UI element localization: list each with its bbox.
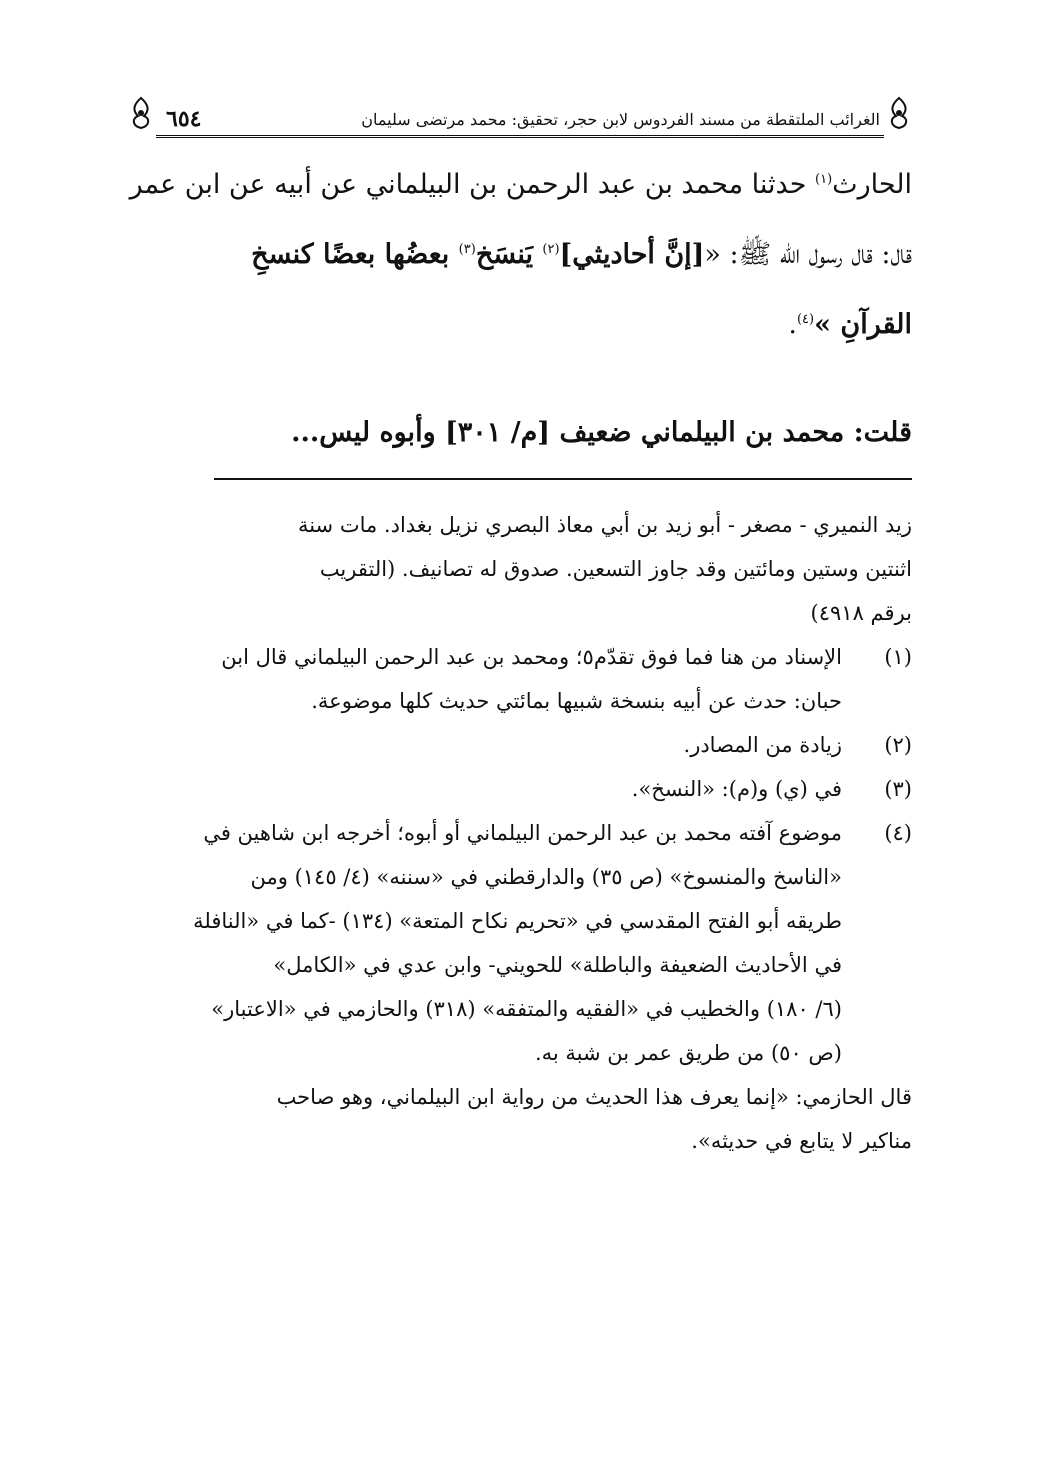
footnote-number: (٢)	[884, 733, 912, 757]
footnote-ref-4: (٤)	[796, 312, 815, 327]
ornament-right-icon	[886, 96, 912, 130]
footnotes	[130, 503, 912, 1163]
header-title: الغرائب الملتقطة من مسند الفردوس لابن حجر، تحقيق: محمد مرتضى سليمان	[361, 110, 880, 129]
footnote-separator	[214, 478, 912, 480]
footnote-number: (٣)	[884, 777, 912, 801]
footnote-3: (٣) في (ي) و(م): «النسخ».	[130, 767, 912, 811]
ornament-left-icon	[128, 96, 154, 130]
running-header	[128, 96, 912, 140]
footnote-number: (١)	[884, 645, 912, 669]
footnote-2: (٢) زيادة من المصادر.	[130, 723, 912, 767]
footnote-continuation: زيد النميري - مصغر - أبو زيد بن أبي معاذ البصري نزيل بغداد. مات سنة اثنتين وستين ومائتين وقد جاوز التسعين. صدوق له تصانيف. (التقريب برقم ٤٩١٨)	[297, 513, 912, 625]
page-number: ٦٥٤	[166, 106, 202, 132]
main-line-2: قال: قال رسول الله ﷺ: «[إنَّ أحاديثي]$^{(٢)}$ يَنسَخ$^{(٣)}$ بعضُها بعضًا كنسخِ	[251, 239, 912, 270]
footnote-number: (٤)	[884, 821, 912, 845]
footnote-ref-3: (٣)	[458, 242, 476, 257]
editor-note: قلت: محمد بن البيلماني ضعيف [م/ ٣٠١] وأبوه ليس...	[291, 417, 912, 448]
footnote-ref-1: (١)	[815, 172, 833, 187]
main-line-1: الحارث$^{(١)}$ حدثنا محمد بن عبد الرحمن بن البيلماني عن أبيه عن ابن عمر	[129, 169, 912, 200]
footnote-1: (١) الإسناد من هنا فما فوق تقدّم٥؛ ومحمد بن عبد الرحمن البيلماني قال ابن حبان: حدث عن أبيه بنسخة شبيها بمائتي حديث كلها موضوعة.	[130, 635, 912, 723]
footnote-4-quote: قال الحازمي: «إنما يعرف هذا الحديث من رواية ابن البيلماني، وهو صاحب مناكير لا يتابع في حديثه».	[276, 1085, 912, 1153]
main-line-3: القرآنِ »$^{(٤)}$.	[788, 309, 912, 340]
footnote-ref-2: (٢)	[542, 242, 560, 257]
main-text	[130, 150, 912, 360]
footnote-4: (٤) موضوع آفته محمد بن عبد الرحمن البيلماني أو أبوه؛ أخرجه ابن شاهين في «الناسخ والمنسوخ» (ص ٣٥) والدارقطني في «سننه» (٤/ ١٤٥) ومن طريقه أبو الفتح المقدسي في «تحريم نكاح المتعة» (١٣٤) -كما في «النافلة في الأحاديث الضعيفة والباطلة» للحويني- وابن عدي في «الكامل» (٦/ ١٨٠) والخطيب في «الفقيه والمتفقه» (٣١٨) والحازمي في «الاعتبار» (ص ٥٠) من طريق عمر بن شبة به.	[130, 811, 912, 1075]
header-rule	[156, 135, 884, 138]
